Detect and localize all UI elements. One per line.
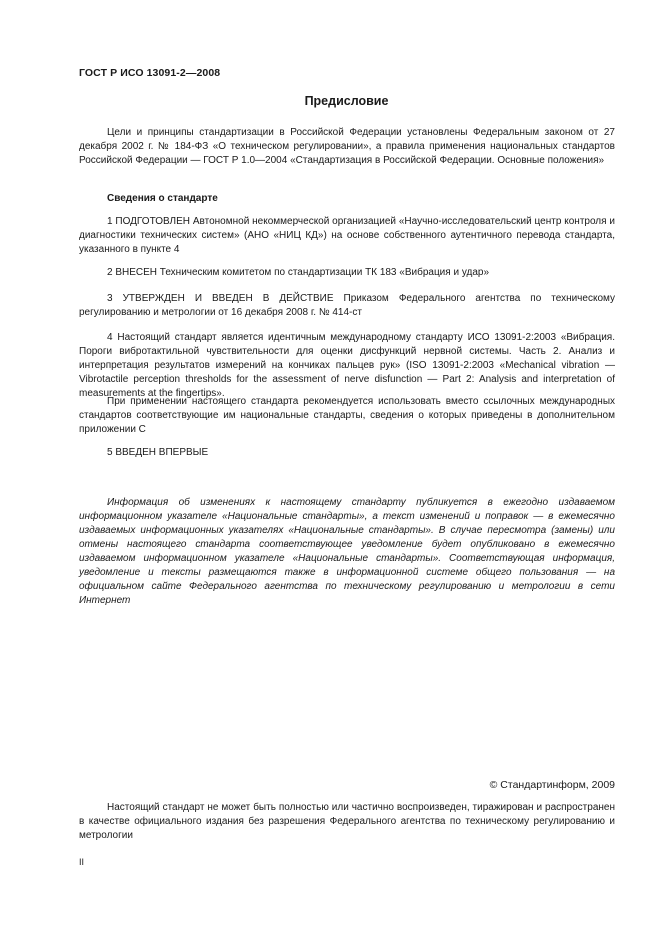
page-number: II [79, 857, 85, 867]
info-heading: Сведения о стандарте [107, 193, 218, 204]
document-code-header: ГОСТ Р ИСО 13091-2—2008 [79, 67, 221, 79]
item-4-note-paragraph: При применении настоящего стандарта рекомендуется использовать вместо ссылочных международных стандартов соответствующие им национальные стандарты, сведения о которых приведены в дополнительном приложении С [79, 396, 615, 435]
item-4-paragraph: 4 Настоящий стандарт является идентичным международному стандарту ИСО 13091-2:2003 «Вибрация. Пороги вибротактильной чувствительности для оценки дисфункций нервной системы. Часть 2. Анализ и интерпретация результатов измерений на кончиках пальцев рук» (ISO 13091-2:2003 «Mechanical vibration — Vibrotactile perception thresholds for the assessment of nerve disfunction — Part 2: Analysis and interpretation of measurements at the fingertips». [79, 332, 615, 399]
intro-paragraph: Цели и принципы стандартизации в Российской Федерации установлены Федеральным законом от 27 декабря 2002 г. № 184-ФЗ «О техническом регулировании», а правила применения национальных стандартов Российской Федерации — ГОСТ Р 1.0—2004 «Стандартизация в Российской Федерации. Основные положения» [79, 127, 615, 166]
reproduction-notice-paragraph: Настоящий стандарт не может быть полностью или частично воспроизведен, тиражирован и распространен в качестве официального издания без разрешения Федерального агентства по техническому регулированию и метрологии [79, 802, 615, 841]
copyright-line: © Стандартинформ, 2009 [489, 779, 615, 791]
page-title: Предисловие [304, 94, 389, 108]
item-5-paragraph: 5 ВВЕДЕН ВПЕРВЫЕ [107, 447, 209, 458]
item-1-paragraph: 1 ПОДГОТОВЛЕН Автономной некоммерческой организацией «Научно-исследовательский центр контроля и диагностики технических систем» (АНО «НИЦ КД») на основе собственного аутентичного перевода стандарта, указанного в пункте 4 [79, 216, 615, 255]
item-2-paragraph: 2 ВНЕСЕН Техническим комитетом по стандартизации ТК 183 «Вибрация и удар» [107, 267, 490, 278]
notice-paragraph: Информация об изменениях к настоящему стандарту публикуется в ежегодно издаваемом информационном указателе «Национальные стандарты», а текст изменений и поправок — в ежемесячно издаваемых информационных указателях «Национальные стандарты». В случае пересмотра (замены) или отмены настоящего стандарта соответствующее уведомление будет опубликовано в ежемесячно издаваемом информационном указателе «Национальные стандарты». Соответствующая информация, уведомление и тексты размещаются также в информационной системе общего пользования — на официальном сайте Федерального агентства по техническому регулированию и метрологии в сети Интернет [79, 497, 615, 606]
item-3-paragraph: 3 УТВЕРЖДЕН И ВВЕДЕН В ДЕЙСТВИЕ Приказом Федерального агентства по техническому регулированию и метрологии от 16 декабря 2008 г. № 414-ст [79, 293, 615, 318]
